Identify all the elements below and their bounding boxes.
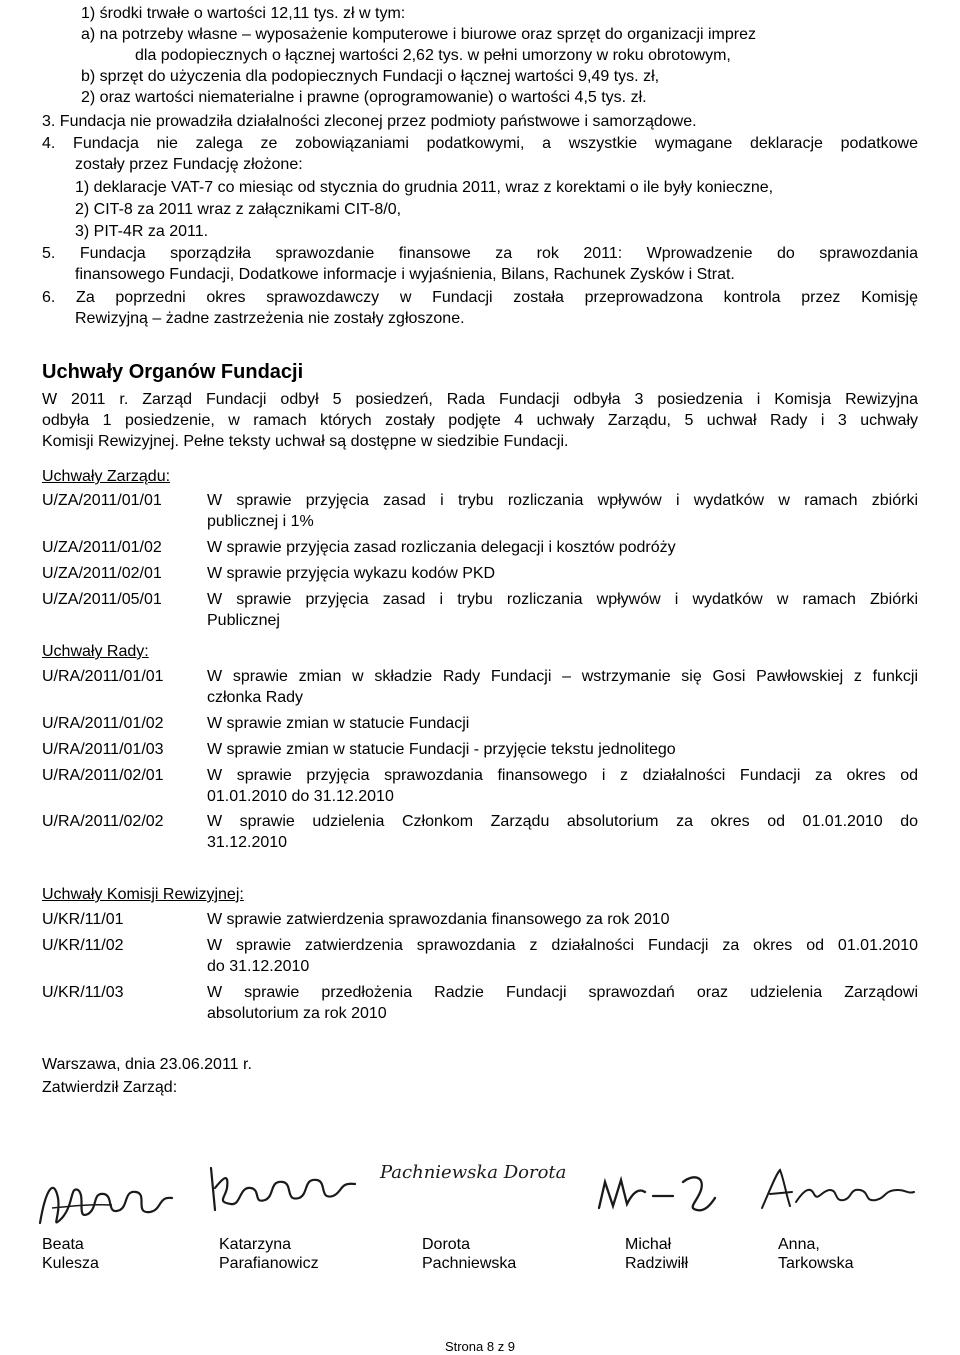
point-6-line-2: Rewizyjną – żadne zastrzeżenia nie zostały zgłoszone. [75,310,465,327]
intro-line-3: dla podopiecznych o łącznej wartości 2,62 tys. w pełni umorzony w roku obrotowym, [135,47,731,64]
point-4-sub-3: 3) PIT-4R za 2011. [75,223,209,240]
resolution-text-cont: do 31.12.2010 [207,958,310,975]
resolution-text: W sprawie zmian w składzie Rady Fundacji – wstrzymanie się Gosi Pawłowskiej z funkcji [207,668,918,685]
signature-tarkowska [752,1160,922,1220]
signatory-first-name: Dorota [422,1236,471,1253]
signature-pachniewska [376,1150,596,1190]
resolution-code: U/RA/2011/02/02 [42,813,164,830]
resolution-text-cont: 01.01.2010 do 31.12.2010 [207,788,394,805]
resolution-text: W sprawie przyjęcia sprawozdania finansowego i z działalności Fundacji za okres od [207,767,918,784]
resolution-code: U/RA/2011/02/01 [42,767,164,784]
resolution-code: U/KR/11/02 [42,937,124,954]
point-4-line-2: zostały przez Fundację złożone: [75,156,303,173]
resolution-text: W sprawie zatwierdzenia sprawozdania z działalności Fundacji za okres od 01.01.2010 [207,937,918,954]
intro-line-5: 2) oraz wartości niematerialne i prawne (oprogramowanie) o wartości 4,5 tys. zł. [81,89,647,106]
signature-pachniewska-text: Pachniewska Dorota [380,1162,567,1183]
resolution-code: U/RA/2011/01/02 [42,715,164,732]
page-number: Strona 8 z 9 [444,1339,516,1354]
point-4-line-1: 4. Fundacja nie zalega ze zobowiązaniami podatkowymi, a wszystkie wymagane deklaracje podatkowe [42,135,918,152]
point-3: 3. Fundacja nie prowadziła działalności zleconej przez podmioty państwowe i samorządowe. [42,113,697,130]
signatory-first-name: Katarzyna [219,1236,292,1253]
resolution-text: W sprawie przyjęcia wykazu kodów PKD [207,565,496,582]
place-date: Warszawa, dnia 23.06.2011 r. [42,1056,252,1073]
resolution-code: U/KR/11/01 [42,911,124,928]
resolution-code: U/ZA/2011/01/01 [42,492,162,509]
resolution-code: U/RA/2011/01/01 [42,668,164,685]
resolution-text: W sprawie przyjęcia zasad rozliczania delegacji i kosztów podróży [207,539,676,556]
resolution-text-cont: Publicznej [207,612,280,629]
section-heading: Uchwały Organów Fundacji [42,361,304,383]
point-4-sub-2: 2) CIT-8 za 2011 wraz z załącznikami CIT-8/0, [75,201,402,218]
signatory-last-name: Kulesza [42,1255,99,1272]
resolution-text: W sprawie zmian w statucie Fundacji - przyjęcie tekstu jednolitego [207,741,676,758]
intro-line-2: a) na potrzeby własne – wyposażenie komputerowe i biurowe oraz sprzęt do organizacji imprez [81,26,756,43]
signature-parafianowicz [205,1158,365,1222]
signatory-last-name: Radziwiłł [625,1255,689,1272]
section-paragraph-line-2: odbyła 1 posiedzenie, w ramach których zostały podjęte 4 uchwały Zarządu, 5 uchwał Rady i 3 uchwały [42,412,918,429]
resolution-code: U/RA/2011/01/03 [42,741,164,758]
rada-title: Uchwały Rady: [42,643,149,660]
resolution-text-cont: 31.12.2010 [207,834,288,851]
signature-radziwill [593,1162,723,1222]
resolution-code: U/KR/11/03 [42,984,124,1001]
point-5-line-1: 5. Fundacja sporządziła sprawozdanie finansowe za rok 2011: Wprowadzenie do sprawozdania [42,245,918,262]
signatory-first-name: Anna, [778,1236,820,1253]
zarzad-title: Uchwały Zarządu: [42,468,171,485]
signatory-last-name: Parafianowicz [219,1255,319,1272]
section-paragraph-line-3: Komisji Rewizyjnej. Pełne teksty uchwał są dostępne w siedzibie Fundacji. [42,433,569,450]
resolution-text-cont: członka Rady [207,689,304,706]
resolution-text-cont: publicznej i 1% [207,513,314,530]
signatory-first-name: Beata [42,1236,84,1253]
intro-line-1: 1) środki trwałe o wartości 12,11 tys. zł w tym: [81,5,406,22]
signatory-last-name: Pachniewska [422,1255,517,1272]
resolution-code: U/ZA/2011/05/01 [42,591,162,608]
approved-by-board: Zatwierdził Zarząd: [42,1079,178,1096]
section-paragraph-line-1: W 2011 r. Zarząd Fundacji odbył 5 posiedzeń, Rada Fundacji odbyła 3 posiedzenia i Komisja Rewizyjna [42,391,918,408]
resolution-text: W sprawie przedłożenia Radzie Fundacji sprawozdań oraz udzielenia Zarządowi [207,984,918,1001]
intro-line-4: b) sprzęt do użyczenia dla podopiecznych Fundacji o łącznej wartości 9,49 tys. zł, [81,68,660,85]
komisja-title: Uchwały Komisji Rewizyjnej: [42,886,244,903]
point-4-sub-1: 1) deklaracje VAT-7 co miesiąc od stycznia do grudnia 2011, wraz z korektami o ile były konieczne, [75,179,774,196]
signature-kulesza [32,1168,182,1238]
signatory-first-name: Michał [625,1236,672,1253]
signatory-last-name: Tarkowska [778,1255,854,1272]
resolution-text: W sprawie zmian w statucie Fundacji [207,715,470,732]
resolution-code: U/ZA/2011/01/02 [42,539,162,556]
resolution-text: W sprawie przyjęcia zasad i trybu rozliczania wpływów i wydatków w ramach zbiórki [207,492,918,509]
resolution-code: U/ZA/2011/02/01 [42,565,162,582]
resolution-text: W sprawie udzielenia Członkom Zarządu absolutorium za okres od 01.01.2010 do [207,813,918,830]
resolution-text-cont: absolutorium za rok 2010 [207,1005,387,1022]
resolution-text: W sprawie zatwierdzenia sprawozdania finansowego za rok 2010 [207,911,670,928]
resolution-text: W sprawie przyjęcia zasad i trybu rozliczania wpływów i wydatków w ramach Zbiórki [207,591,918,608]
point-6-line-1: 6. Za poprzedni okres sprawozdawczy w Fundacji została przeprowadzona kontrola przez Komisję [42,289,918,306]
point-5-line-2: finansowego Fundacji, Dodatkowe informacje i wyjaśnienia, Bilans, Rachunek Zysków i Strat. [75,266,735,283]
